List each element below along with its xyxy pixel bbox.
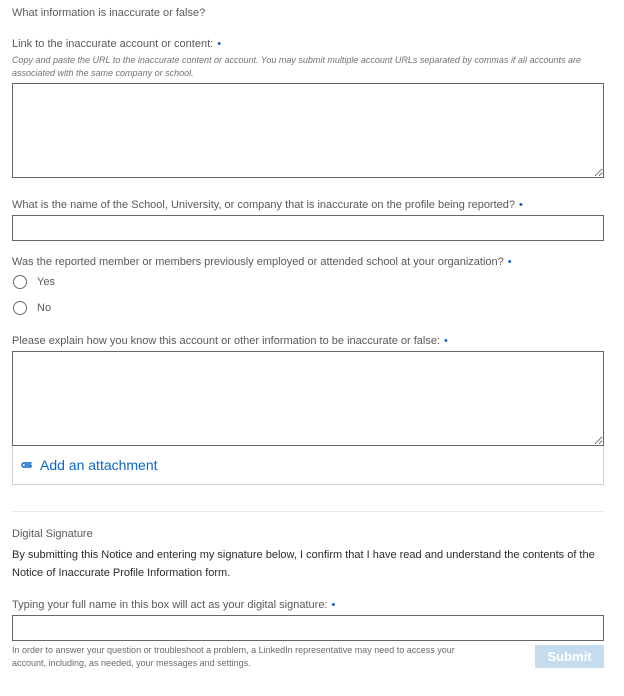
explain-textarea[interactable]: [12, 351, 604, 446]
required-marker: •: [519, 199, 523, 211]
radio-button-no[interactable]: [13, 301, 27, 315]
add-attachment-label[interactable]: Add an attachment: [40, 457, 158, 473]
employed-question-text: Was the reported member or members previously employed or attended school at your organization?: [12, 256, 504, 268]
radio-option-yes[interactable]: [13, 275, 55, 289]
signature-input[interactable]: [12, 615, 604, 641]
radio-button-yes[interactable]: [13, 275, 27, 289]
link-question-label: [12, 38, 221, 50]
link-textarea[interactable]: [12, 83, 604, 178]
disclaimer-text: In order to answer your question or troubleshoot a problem, a LinkedIn representative may need to access your account, including, as needed, your messages and settings.: [12, 645, 455, 668]
radio-label-yes[interactable]: Yes: [37, 276, 55, 288]
required-marker: •: [444, 335, 448, 347]
required-marker: •: [331, 599, 336, 611]
required-marker: •: [507, 256, 512, 268]
link-question-text: Link to the inaccurate account or content:: [12, 38, 214, 50]
section-heading: What information is inaccurate or false?: [12, 7, 206, 19]
section-divider: [12, 511, 604, 512]
submit-button[interactable]: Submit: [535, 645, 604, 668]
organization-name-input[interactable]: [12, 215, 604, 241]
signature-statement: By submitting this Notice and entering my signature below, I confirm that I have read and understand the contents of the Notice of Inaccurate Profile Information form.: [12, 549, 595, 579]
radio-label-no[interactable]: No: [37, 302, 52, 314]
signature-question-label: [12, 599, 335, 611]
radio-option-no[interactable]: [13, 301, 51, 315]
explain-question-label: [12, 335, 448, 347]
paperclip-icon: [20, 460, 34, 470]
employed-question-label: [12, 256, 512, 268]
link-question-hint: Copy and paste the URL to the inaccurate content or account. You may submit multiple account URLs separated by commas if all accounts are associated with the same company or school.: [12, 55, 581, 78]
attachment-area: [12, 446, 604, 485]
name-question-text: What is the name of the School, University, or company that is inaccurate on the profile being reported?: [12, 199, 516, 211]
add-attachment-link[interactable]: [20, 457, 158, 473]
required-marker: •: [217, 38, 222, 50]
name-question-label: [12, 199, 523, 211]
signature-section-title: Digital Signature: [12, 528, 93, 540]
signature-question-text: Typing your full name in this box will act as your digital signature:: [12, 599, 328, 611]
explain-question-text: Please explain how you know this account or other information to be inaccurate or false:: [12, 335, 441, 347]
